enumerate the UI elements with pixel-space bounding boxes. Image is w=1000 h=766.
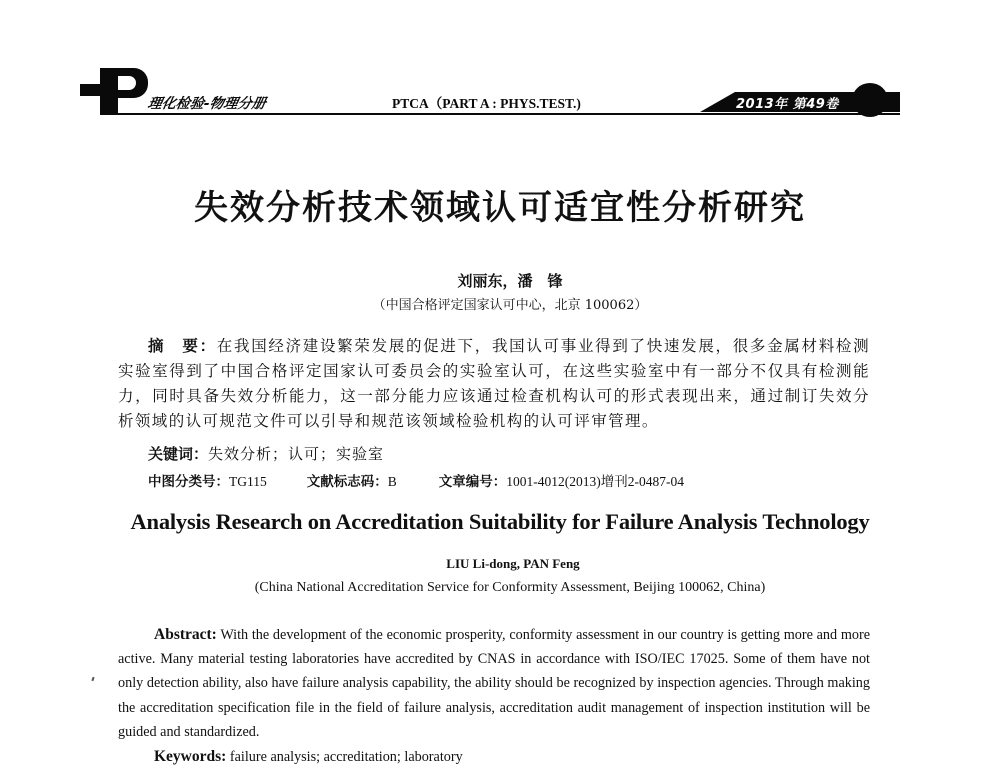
keywords-text-cn: 失效分析；认可；实验室: [208, 445, 385, 463]
document-code: 文献标志码：B: [306, 474, 397, 490]
abstract-en: [118, 623, 870, 744]
header-rule: [100, 113, 900, 115]
abstract-label-en: Abstract:: [154, 626, 217, 643]
keywords-en: [154, 748, 463, 766]
keywords-label-cn: 关键词：: [148, 445, 209, 463]
issue-dot-icon: [852, 83, 888, 117]
journal-name-en: PTCA（PART A : PHYS.TEST.): [392, 96, 581, 111]
classification-meta: [148, 470, 724, 490]
journal-logo-counter: [118, 76, 136, 90]
paper-title-cn: 失效分析技术领域认可适宜性分析研究: [194, 188, 806, 228]
keywords-cn: [148, 443, 384, 464]
abstract-cn: [118, 334, 870, 434]
scan-speck: [91, 677, 94, 681]
issue-label: 2013年 第49卷: [736, 97, 839, 112]
paper-title-en: Analysis Research on Accreditation Suitability for Failure Analysis Technology: [130, 509, 870, 534]
authors-cn: 刘丽东，潘 锋: [457, 272, 563, 290]
article-number: 文章编号：1001-4012(2013)增刊2-0487-04: [438, 474, 684, 490]
affiliation-cn: （中国合格评定国家认可中心，北京 100062）: [372, 298, 648, 313]
clc-number: 中图分类号：TG115: [148, 474, 267, 490]
abstract-text-en: With the development of the economic prosperity, conformity assessment in our country is getting more and more active. Many material testing laboratories have accredited by CNAS in accordance with ISO/IEC 17025. Some of them have not only detection ability, also have failure analysis capability, the ability should be recognized by inspection agencies. Through making the accreditation specification file in the field of failure analysis, accreditation audit management of inspection institution will be guided and standardized.: [118, 627, 870, 740]
journal-logo-stem: [100, 68, 118, 114]
affiliation-en: (China National Accreditation Service for Conformity Assessment, Beijing 100062, China): [254, 580, 766, 595]
keywords-label-en: Keywords:: [154, 748, 227, 765]
authors-en: LIU Li-dong, PAN Feng: [446, 556, 580, 571]
abstract-text-cn: 在我国经济建设繁荣发展的促进下，我国认可事业得到了快速发展，很多金属材料检测实验室得到了中国合格评定国家认可委员会的实验室认可，在这些实验室中有一部分不仅具有检测能力，同时具备失效分析能力，这一部分能力应该通过检查机构认可的形式表现出来，通过制订失效分析领域的认可规范文件可以引导和规范该领域检验机构的认可评审管理。: [118, 337, 870, 430]
journal-name-cn: 理化检验-物理分册: [146, 96, 268, 112]
keywords-text-en: failure analysis; accreditation; laboratory: [226, 749, 463, 765]
abstract-label-cn: 摘 要：: [148, 337, 217, 355]
